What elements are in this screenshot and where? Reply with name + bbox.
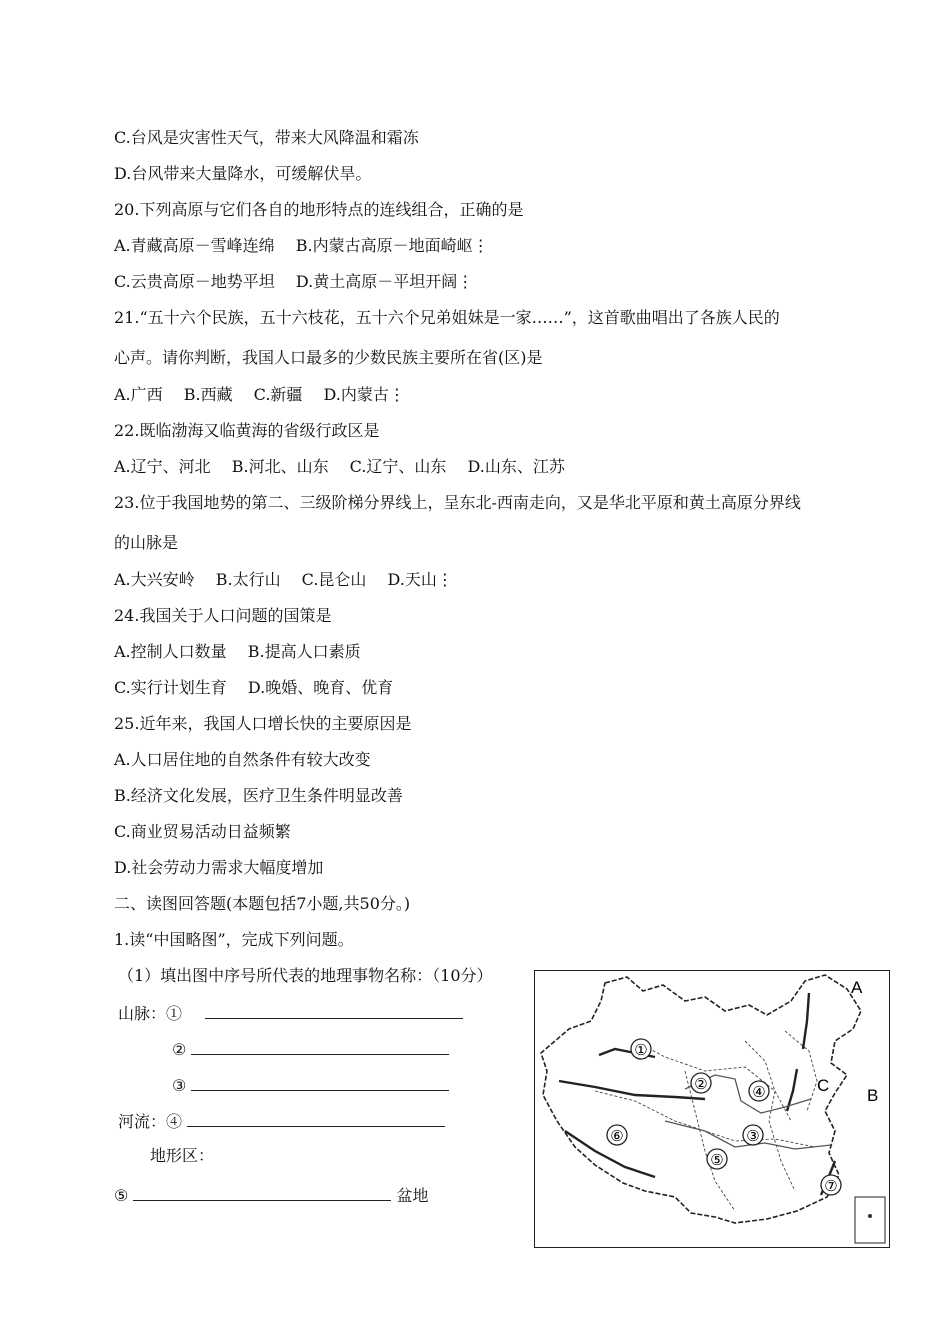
river-row xyxy=(118,1110,445,1132)
q20-options-ab: A.青藏高原－雪峰连绵 B.内蒙古高原－地面崎岖⋮ xyxy=(114,236,489,255)
mountain-3-label: ③ xyxy=(172,1076,187,1095)
mountain-2-label: ② xyxy=(172,1040,187,1059)
s2-q1-stem: 1.读“中国略图”，完成下列问题。 xyxy=(114,930,354,949)
q22-stem: 22.既临渤海又临黄海的省级行政区是 xyxy=(114,421,380,440)
letter-b: B xyxy=(867,1086,879,1105)
marker-5 xyxy=(707,1149,727,1169)
marker-1-text: ① xyxy=(634,1042,648,1059)
letter-a: A xyxy=(851,978,863,997)
marker-4-text: ④ xyxy=(752,1084,766,1101)
basin-number: ⑤ xyxy=(114,1186,129,1205)
letter-c: C xyxy=(817,1076,830,1095)
q23-stem-line1: 23.位于我国地势的第二、三级阶梯分界线上，呈东北-西南走向，又是华北平原和黄土高原分界线 xyxy=(114,493,801,512)
mountain-row-3 xyxy=(172,1074,449,1096)
answer-blank-1[interactable] xyxy=(205,1002,463,1019)
marker-5-text: ⑤ xyxy=(710,1152,724,1169)
basin-suffix: 盆地 xyxy=(396,1186,429,1205)
marker-6 xyxy=(607,1125,627,1145)
mountain-row-1 xyxy=(118,1002,463,1024)
q25-option-d: D.社会劳动力需求大幅度增加 xyxy=(114,858,324,877)
answer-blank-4[interactable] xyxy=(187,1110,445,1127)
q23-options: A.大兴安岭 B.太行山 C.昆仑山 D.天山⋮ xyxy=(114,570,453,589)
china-sketch-map xyxy=(534,970,890,1248)
q23-stem-line2: 的山脉是 xyxy=(114,533,179,552)
marker-1 xyxy=(631,1039,651,1059)
q20-stem: 20.下列高原与它们各自的地形特点的连线组合，正确的是 xyxy=(114,200,524,219)
q25-option-b: B.经济文化发展，医疗卫生条件明显改善 xyxy=(114,786,403,805)
mountain-label: 山脉：① xyxy=(118,1004,183,1023)
province-line-3 xyxy=(685,1071,735,1211)
q24-stem: 24.我国关于人口问题的国策是 xyxy=(114,606,332,625)
q21-stem-line2: 心声。请你判断，我国人口最多的少数民族主要所在省(区)是 xyxy=(114,348,543,367)
answer-blank-3[interactable] xyxy=(191,1074,449,1091)
inset-dot xyxy=(868,1214,872,1218)
q25-option-c: C.商业贸易活动日益频繁 xyxy=(114,822,291,841)
q24-options-ab: A.控制人口数量 B.提高人口素质 xyxy=(114,642,361,661)
q21-stem-line1: 21.“五十六个民族，五十六枝花，五十六个兄弟姐妹是一家……”，这首歌曲唱出了各族人民的 xyxy=(114,308,780,327)
china-map-svg xyxy=(535,971,888,1246)
marker-6-text: ⑥ xyxy=(610,1128,624,1145)
section2-title: 二、读图回答题(本题包括7小题,共50分。) xyxy=(114,894,411,913)
q24-options-cd: C.实行计划生育 D.晚婚、晚育、优育 xyxy=(114,678,394,697)
mountain-range-daxinganling xyxy=(803,993,809,1049)
s2-q1-sub1: （1）填出图中序号所代表的地理事物名称：（10分） xyxy=(118,966,493,985)
marker-7-text: ⑦ xyxy=(824,1178,838,1195)
marker-2-text: ② xyxy=(694,1076,708,1093)
south-sea-inset xyxy=(855,1197,885,1243)
basin-row xyxy=(114,1184,429,1206)
province-line-4 xyxy=(745,1041,795,1191)
mountain-range-kunlun xyxy=(559,1081,705,1099)
q20-options-cd: C.云贵高原－地势平坦 D.黄土高原－平坦开阔⋮ xyxy=(114,272,474,291)
q19-option-d: D.台风带来大量降水，可缓解伏旱。 xyxy=(114,164,372,183)
q25-option-a: A.人口居住地的自然条件有较大改变 xyxy=(114,750,371,769)
marker-2 xyxy=(691,1073,711,1093)
answer-blank-5[interactable] xyxy=(133,1184,391,1201)
q19-option-c: C.台风是灾害性天气，带来大风降温和霜冻 xyxy=(114,128,419,147)
marker-3 xyxy=(743,1125,763,1145)
marker-7 xyxy=(821,1175,841,1195)
province-line-1 xyxy=(635,1041,791,1121)
terrain-label: 地形区： xyxy=(150,1146,215,1165)
river-label: 河流：④ xyxy=(118,1112,183,1131)
q21-options: A.广西 B.西藏 C.新疆 D.内蒙古⋮ xyxy=(114,385,405,404)
q22-options: A.辽宁、河北 B.河北、山东 C.辽宁、山东 D.山东、江苏 xyxy=(114,457,565,476)
marker-4 xyxy=(749,1081,769,1101)
marker-3-text: ③ xyxy=(746,1128,760,1145)
q25-stem: 25.近年来，我国人口增长快的主要原因是 xyxy=(114,714,412,733)
answer-blank-2[interactable] xyxy=(191,1038,449,1055)
province-line-2 xyxy=(595,1091,815,1147)
mountain-row-2 xyxy=(172,1038,449,1060)
